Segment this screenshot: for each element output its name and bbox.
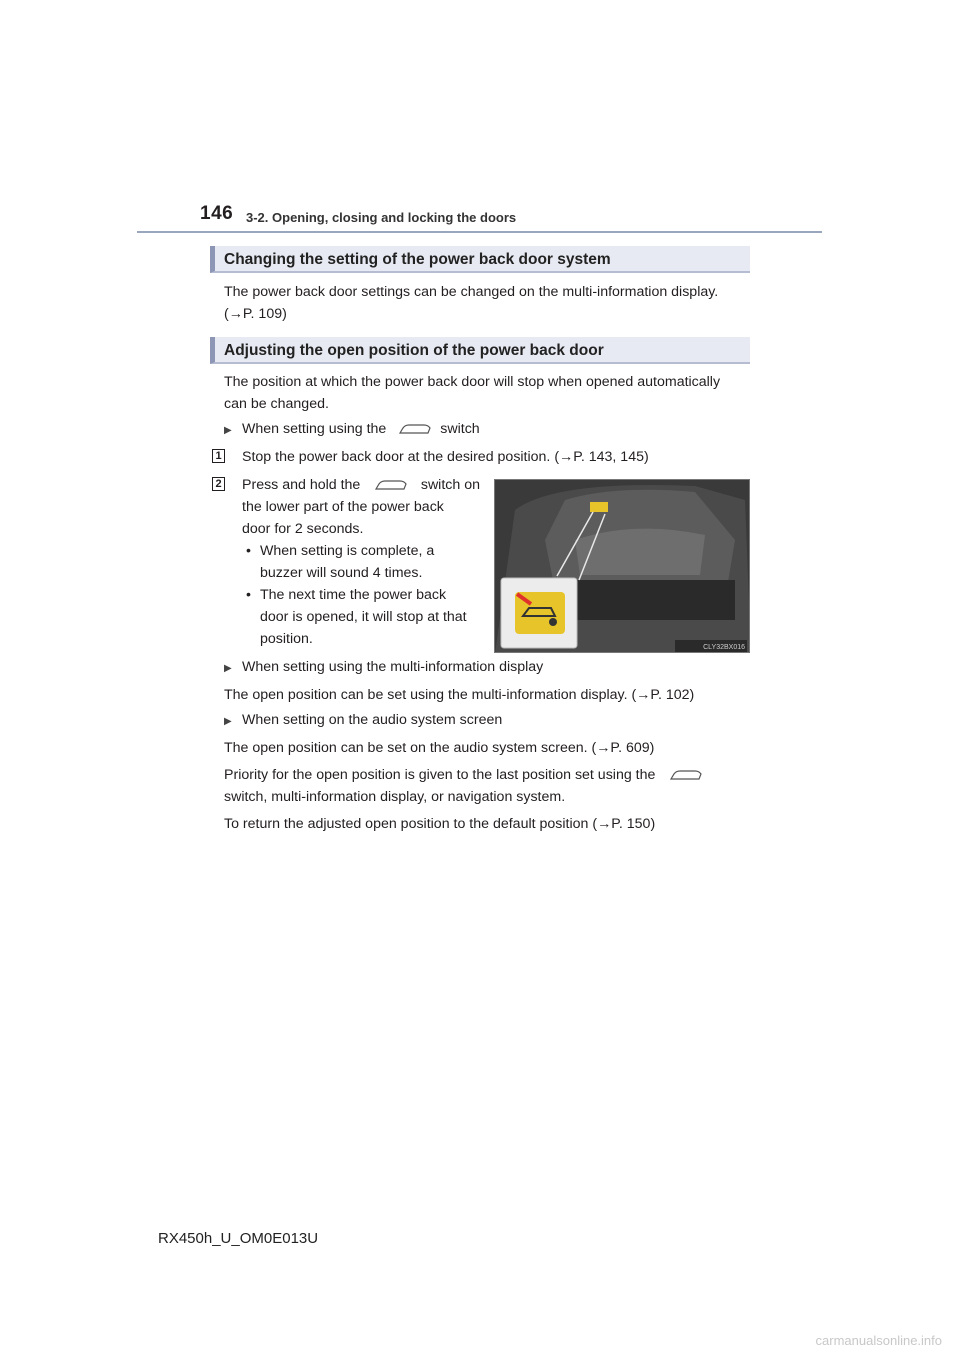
step-2-line3: door for 2 seconds.: [242, 521, 364, 537]
watermark: carmanualsonline.info: [815, 1333, 942, 1348]
intro-line2: can be changed.: [224, 396, 329, 412]
priority-note: [224, 764, 750, 808]
note-2-line2: door is opened, it will stop at that: [260, 609, 467, 625]
chapter-title: 3-2. Opening, closing and locking the doors: [246, 210, 517, 225]
settings-body-ref: (→P. 109): [224, 306, 287, 322]
method-audio-body: The open position can be set on the audio system screen. (→P. 609): [224, 740, 655, 756]
method-switch-heading-pre: When setting using the: [242, 421, 387, 437]
open-position-intro: [224, 371, 750, 415]
switch-highlight: [590, 502, 608, 512]
triangle-bullet-icon: ▶: [224, 663, 232, 674]
step-2-line1-pre: Press and hold the: [242, 477, 361, 493]
page-number: 146: [200, 203, 234, 224]
back-door-switch-icon: [398, 422, 432, 436]
step-2-note-2: [242, 584, 480, 650]
image-code: CLY32BX016: [703, 644, 745, 651]
return-default-text: To return the adjusted open position to the default position (→P. 150): [224, 816, 656, 832]
step-2-note-1: [242, 540, 480, 584]
step-1-text: Stop the power back door at the desired position. (→P. 143, 145): [242, 449, 649, 465]
section-heading-settings: Changing the setting of the power back door system: [210, 246, 750, 273]
note-1-line2: buzzer will sound 4 times.: [260, 565, 423, 581]
step-2-line2: the lower part of the power back: [242, 499, 444, 515]
method-switch-heading: [224, 421, 480, 437]
back-door-switch-photo: [494, 479, 750, 653]
triangle-bullet-icon: ▶: [224, 425, 232, 436]
note-2-line1: • The next time the power back: [260, 587, 447, 603]
step-2-text: [242, 474, 480, 650]
settings-body: [224, 281, 750, 325]
section-heading-open-position: Adjusting the open position of the power back door: [210, 337, 750, 364]
method-display-body: The open position can be set using the multi-information display. (→P. 102): [224, 687, 695, 703]
priority-line1: Priority for the open position is given to the last position set using the: [224, 767, 656, 783]
step-1-marker: 1: [212, 449, 225, 463]
back-door-switch-icon: [669, 768, 703, 782]
method-display-heading-text: When setting using the multi-information display: [242, 659, 544, 675]
step-2-marker: 2: [212, 477, 225, 491]
back-door-illustration: [495, 480, 750, 653]
note-1-line1: • When setting is complete, a: [260, 543, 435, 559]
settings-body-line1: The power back door settings can be changed on the multi-information display.: [224, 284, 719, 300]
intro-line1: The position at which the power back door will stop when opened automatically: [224, 374, 721, 390]
step-2-line1-post: switch on: [420, 477, 480, 493]
priority-line2: switch, multi-information display, or navigation system.: [224, 789, 566, 805]
note-2-line3: position.: [260, 631, 313, 647]
document-code: RX450h_U_OM0E013U: [158, 1230, 319, 1247]
method-switch-heading-post: switch: [440, 421, 480, 437]
method-audio-heading: [224, 712, 502, 728]
triangle-bullet-icon: ▶: [224, 716, 232, 727]
method-display-heading: [224, 659, 543, 675]
method-audio-heading-text: When setting on the audio system screen: [242, 712, 503, 728]
back-door-switch-icon: [374, 478, 408, 492]
header-rule: [137, 231, 822, 233]
